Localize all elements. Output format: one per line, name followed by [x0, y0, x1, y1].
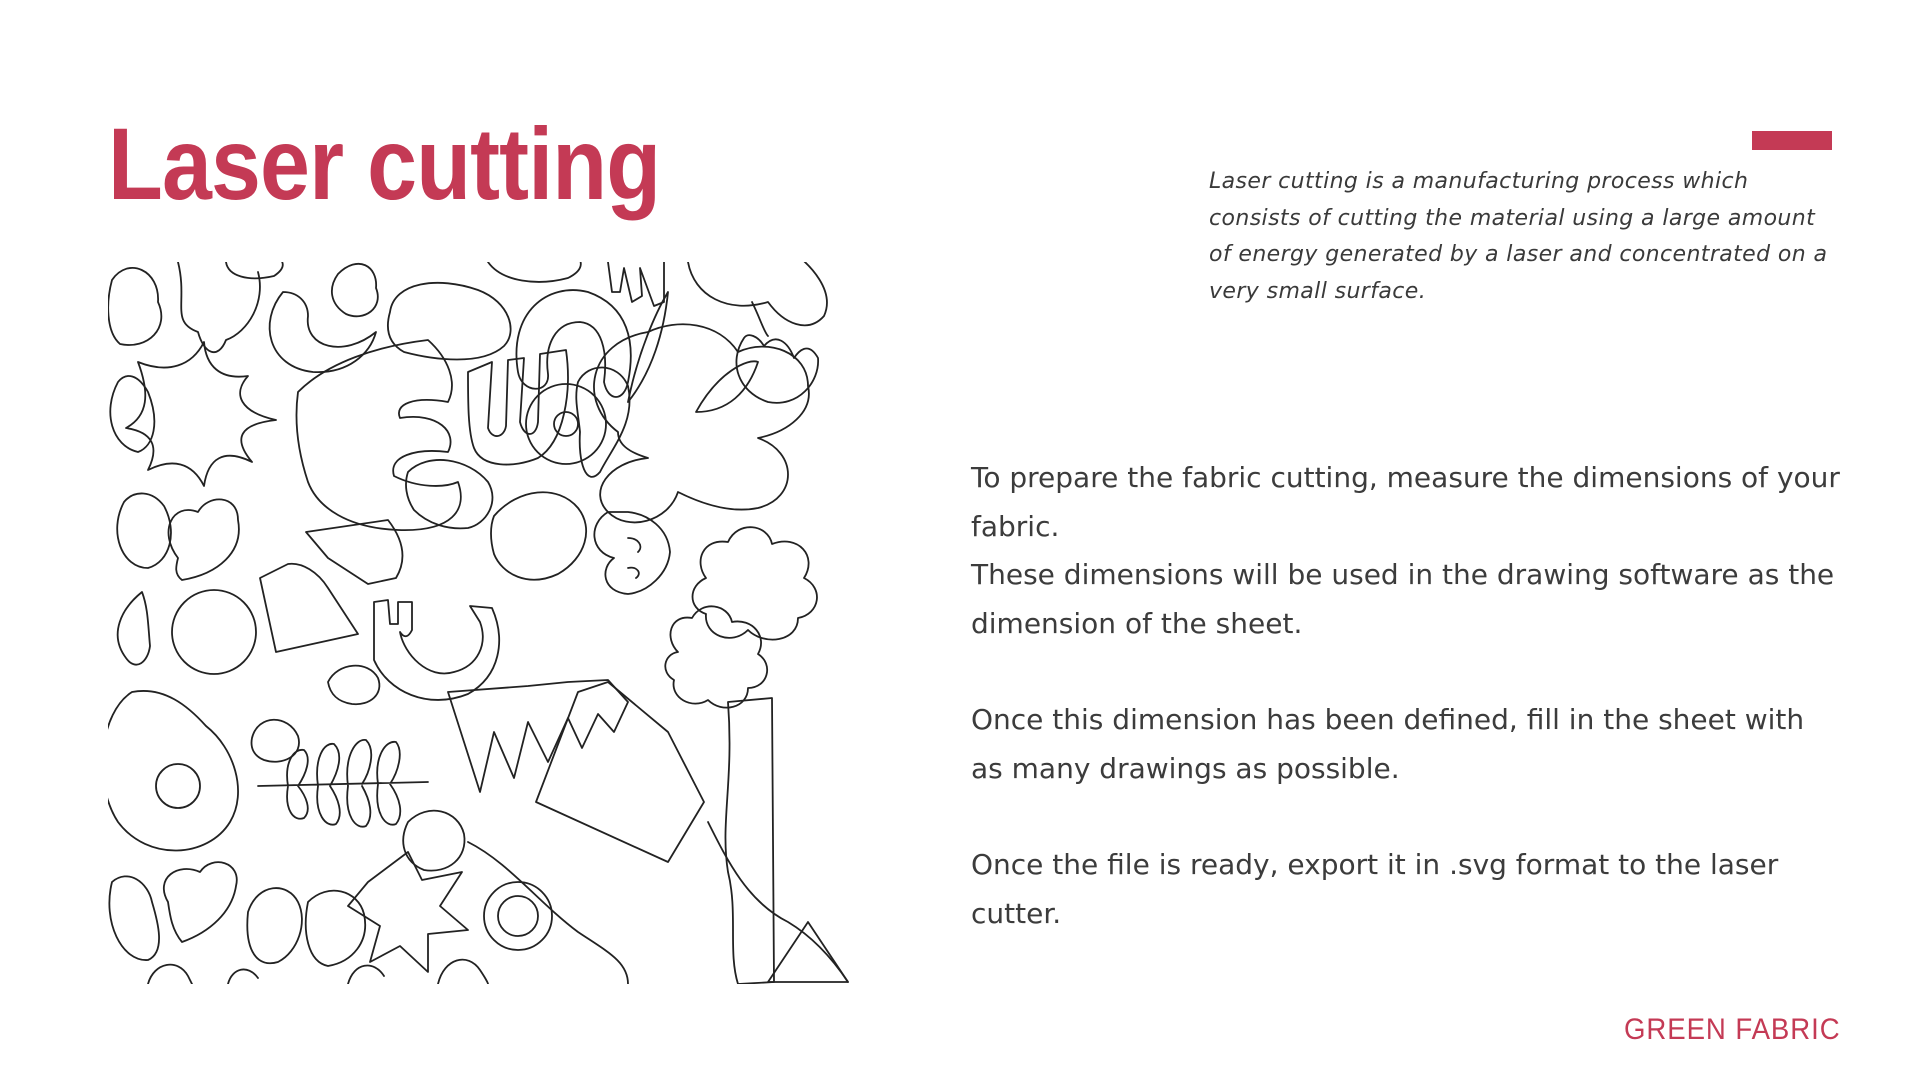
- leaf-shape: [628, 292, 668, 402]
- blob-shape: [228, 969, 258, 984]
- star-shape: [126, 342, 276, 486]
- bracket-shape: [594, 512, 670, 594]
- heart-shape: [164, 862, 237, 942]
- step-2-line-1: Once this dimension has been defined, fill in the sheet with as many drawings as possible.: [971, 703, 1805, 785]
- line-art-pattern: [108, 262, 886, 984]
- step-1-line-1: To prepare the fabric cutting, measure the dimensions of your fabric.: [971, 461, 1840, 543]
- step-3-line-1: Once the file is ready, export it in .svg format to the laser cutter.: [971, 848, 1779, 930]
- arch-shape: [516, 290, 630, 397]
- blob-shape: [752, 302, 768, 336]
- blob-shape: [108, 691, 238, 851]
- page-title: Laser cutting: [108, 107, 661, 221]
- blob-shape: [178, 262, 260, 352]
- brand-name: GREEN FABRIC: [1624, 1013, 1841, 1046]
- blob-shape: [226, 262, 283, 278]
- heart-shape: [169, 499, 239, 580]
- blob-shape: [252, 720, 300, 762]
- blob-shape: [491, 492, 586, 579]
- fern-shape: [258, 740, 428, 827]
- blob-shape: [332, 264, 378, 316]
- star-shape: [348, 852, 468, 972]
- blob-shape: [388, 283, 511, 360]
- step-paragraph-3: [971, 841, 1841, 938]
- cloud-shape: [665, 606, 767, 707]
- crescent-shape: [270, 292, 376, 372]
- blob-shape: [328, 666, 379, 705]
- bar-shape: [725, 698, 774, 984]
- step-paragraph-1: [971, 454, 1841, 648]
- blob-shape: [148, 965, 192, 984]
- wave-shape: [708, 822, 848, 982]
- blob-shape: [109, 876, 159, 960]
- blob-shape: [108, 268, 161, 345]
- blob-shape: [348, 966, 384, 984]
- blob-shape: [117, 493, 171, 568]
- triangle-shape: [260, 564, 358, 652]
- blob-shape: [247, 888, 302, 963]
- blob-shape: [306, 891, 365, 966]
- pattern-illustration: [108, 262, 886, 984]
- wave-shape: [296, 340, 460, 530]
- u-shape: [374, 600, 499, 700]
- trapezoid-shape: [536, 682, 704, 862]
- leaf-shape: [696, 361, 758, 412]
- blob-shape: [438, 960, 488, 984]
- tulip-shape: [736, 335, 818, 403]
- instructions: [971, 454, 1841, 986]
- triangle-shape: [768, 922, 848, 982]
- blob-shape: [406, 460, 492, 528]
- wave-shape: [468, 842, 628, 984]
- comb-shape: [608, 262, 664, 306]
- intro-text: Laser cutting is a manufacturing process which consists of cutting the material using a large amount of energy generated by a laser and concentrated on a very small surface.: [1209, 169, 1828, 304]
- circle-shape: [172, 590, 256, 674]
- step-1-line-2: These dimensions will be used in the drawing software as the dimension of the sheet.: [971, 558, 1835, 640]
- ring-shape: [484, 882, 552, 950]
- cloud-shape: [693, 527, 817, 639]
- step-paragraph-2: [971, 696, 1841, 793]
- circle-shape: [156, 764, 200, 808]
- ring-hole-shape: [554, 412, 578, 436]
- accent-bar: [1752, 131, 1832, 150]
- ring-hole-shape: [498, 896, 538, 936]
- blob-shape: [488, 262, 581, 282]
- blob-shape: [118, 592, 150, 665]
- blob-shape: [110, 376, 154, 452]
- zigzag-shape: [448, 680, 628, 792]
